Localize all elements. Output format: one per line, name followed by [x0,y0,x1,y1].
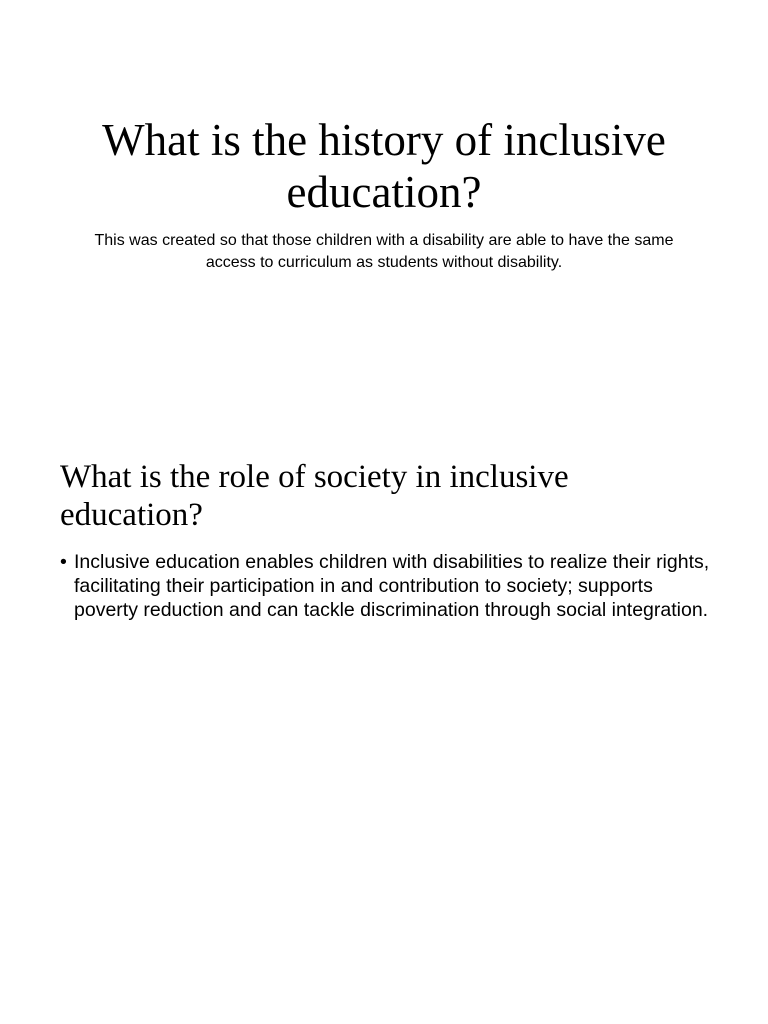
bullet-item [60,550,710,622]
bullet-icon: • [60,551,67,573]
slide-title: What is the history of inclusive education? [102,115,666,217]
slide-subtitle: This was created so that those children with a disability are able to have the same access to curriculum as students without disability. [94,232,674,271]
section-heading: What is the role of society in inclusive education? [60,459,569,533]
bullet-text: Inclusive education enables children with disabilities to realize their rights, facilitating their participation in and contribution to society; supports poverty reduction and can tackle discrimination through social integration. [74,551,710,621]
bullet-list [60,550,710,622]
